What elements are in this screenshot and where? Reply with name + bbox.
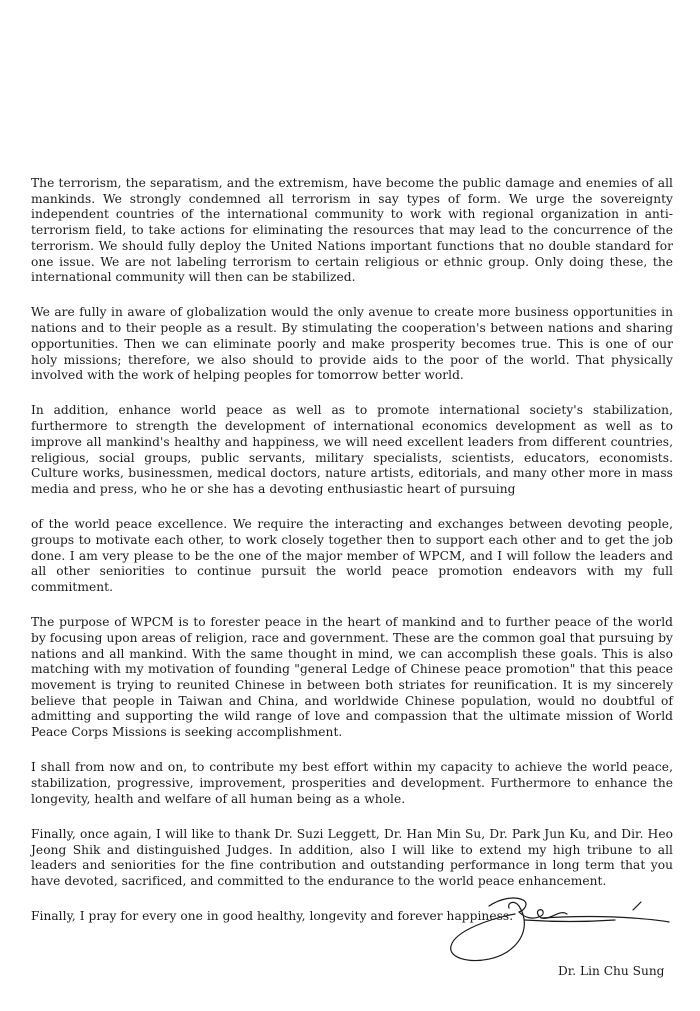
- handwritten-signature-icon: [445, 892, 685, 972]
- paragraph-closing-prayer: Finally, I pray for every one in good healthy, longevity and forever happiness.: [31, 909, 514, 924]
- paragraph-globalization: We are fully in aware of globalization would the only avenue to create more business opportunities in nations and to their people as a result. By stimulating the cooperation's between nations and sharing opportunities. Then we can eliminate poorly and make prosperity becomes true. This is one of our holy missions; therefore, we also should to provide aids to the poor of the world. That physically involved with the work of helping peoples for tomorrow better world.: [31, 305, 673, 383]
- paragraph-peace-excellence: of the world peace excellence. We require the interacting and exchanges between devoting people, groups to motivate each other, to work closely together then to support each other and to get the job done. I am very please to be the one of the major member of WPCM, and I will follow the leaders and all other seniorities to continue pursuit the world peace promotion endeavors with my full commitment.: [31, 517, 673, 594]
- paragraph-wpcm-purpose: The purpose of WPCM is to forester peace in the heart of mankind and to further peace of the world by focusing upon areas of religion, race and government. These are the common goal that pursuing by nations and all mankind. With the same thought in mind, we can accomplish these goals. This is also matching with my motivation of founding "general Ledge of Chinese peace promotion" that this peace movement is trying to reunited Chinese in between both striates for reunification. It is my sincerely believe that people in Taiwan and China, and worldwide Chinese population, would no doubtful of admitting and supporting the wild range of love and compassion that the ultimate mission of World Peace Corps Missions is seeking accomplishment.: [31, 615, 673, 740]
- paragraph-thanks: Finally, once again, I will like to thank Dr. Suzi Leggett, Dr. Han Min Su, Dr. Park Jun Ku, and Dir. Heo Jeong Shik and distinguished Judges. In addition, also I will like to extend my high tribune to all leaders and seniorities for the fine contribution and outstanding performance in long term that you have devoted, sacrificed, and committed to the endurance to the world peace enhancement.: [31, 826, 673, 889]
- letter-body: [31, 176, 673, 944]
- signer-name: Dr. Lin Chu Sung: [558, 964, 665, 978]
- paragraph-world-peace-leaders: In addition, enhance world peace as well as to promote international society's stabilization, furthermore to strength the development of international economics development as well as to improve all mankind's healthy and happiness, we will need excellent leaders from different countries, religious, social groups, public servants, military specialists, scientists, educators, economists. Culture works, businessmen, medical doctors, nature artists, editorials, and many other more in mass media and press, who he or she has a devoting enthusiastic heart of pursuing: [31, 403, 673, 496]
- paragraph-contribution: I shall from now and on, to contribute my best effort within my capacity to achieve the world peace, stabilization, progressive, improvement, prosperities and development. Furthermore to enhance the longevity, health and welfare of all human being as a whole.: [31, 760, 673, 806]
- paragraph-terrorism: The terrorism, the separatism, and the extremism, have become the public damage and enemies of all mankinds. We strongly condemned all terrorism in say types of form. We urge the sovereignty independent countries of the international community to work with regional organization in anti-terrorism field, to take actions for eliminating the resources that may lead to the concurrence of the terrorism. We should fully deploy the United Nations important functions that no double standard for one issue. We are not labeling terrorism to certain religious or ethnic group. Only doing these, the international community will then can be stabilized.: [31, 176, 673, 285]
